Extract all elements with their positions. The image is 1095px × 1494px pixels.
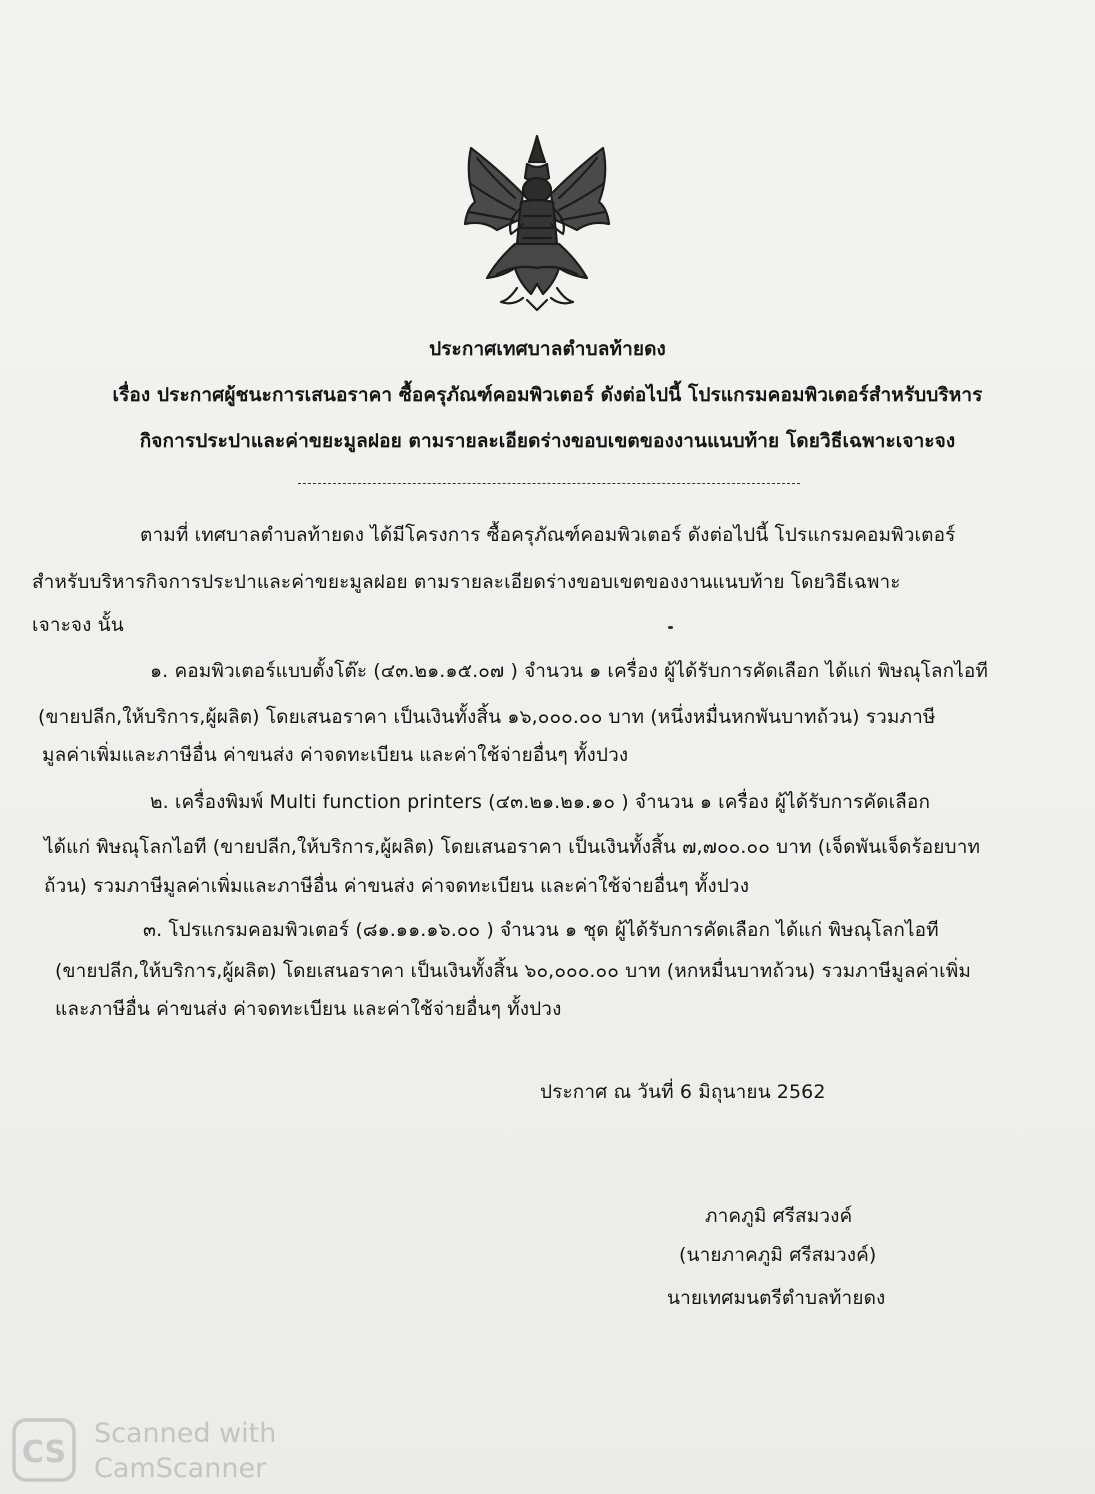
item-3-line-3: และภาษีอื่น ค่าขนส่ง ค่าจดทะเบียน และค่าใช้จ่ายอื่นๆ ทั้งปวง [55,998,562,1020]
announcement-date: ประกาศ ณ วันที่ 6 มิถุนายน 2562 [540,1081,826,1103]
garuda-emblem-icon [457,128,617,314]
announcement-subject-line-2: กิจการประปาและค่าขยะมูลฝอย ตามรายละเอียดร่างขอบเขตของงานแนบท้าย โดยวิธีเฉพาะเจาะจง [139,430,956,452]
item-1-line-1: ๑. คอมพิวเตอร์แบบตั้งโต๊ะ (๔๓.๒๑.๑๕.๐๗ ) จำนวน ๑ เครื่อง ผู้ได้รับการคัดเลือก ได้แก่ พิษณุโลกไอที [150,660,989,682]
intro-line-3: เจาะจง นั้น [32,614,124,636]
watermark-line-2: CamScanner [94,1453,267,1484]
announcement-org-title: ประกาศเทศบาลตำบลท้ายดง [429,338,666,360]
item-2-line-2: ได้แก่ พิษณุโลกไอที (ขายปลีก,ให้บริการ,ผู้ผลิต) โดยเสนอราคา เป็นเงินทั้งสิ้น ๗,๗๐๐.๐๐ บาท (เจ็ดพันเจ็ดร้อยบาท [44,836,981,858]
item-2-line-1: ๒. เครื่องพิมพ์ Multi function printers (๔๓.๒๑.๒๑.๑๐ ) จำนวน ๑ เครื่อง ผู้ได้รับการคัดเลือก [150,791,931,813]
item-3-line-1: ๓. โปรแกรมคอมพิวเตอร์ (๘๑.๑๑.๑๖.๐๐ ) จำนวน ๑ ชุด ผู้ได้รับการคัดเลือก ได้แก่ พิษณุโลกไอที [143,919,939,941]
intro-line-1: ตามที่ เทศบาลตำบลท้ายดง ได้มีโครงการ ซื้อครุภัณฑ์คอมพิวเตอร์ ดังต่อไปนี้ โปรแกรมคอมพิวเตอร์ [140,524,956,546]
item-2-line-3: ถ้วน) รวมภาษีมูลค่าเพิ่มและภาษีอื่น ค่าขนส่ง ค่าจดทะเบียน และค่าใช้จ่ายอื่นๆ ทั้งปวง [44,875,750,897]
scan-speck [668,626,673,629]
camscanner-logo-icon [12,1418,76,1482]
camscanner-logo-text: CS [21,1435,67,1470]
intro-line-2: สำหรับบริหารกิจการประปาและค่าขยะมูลฝอย ตามรายละเอียดร่างขอบเขตของงานแนบท้าย โดยวิธีเฉพาะ [32,571,901,593]
signatory-position: นายเทศมนตรีตำบลท้ายดง [667,1287,886,1309]
item-1-line-3: มูลค่าเพิ่มและภาษีอื่น ค่าขนส่ง ค่าจดทะเบียน และค่าใช้จ่ายอื่นๆ ทั้งปวง [42,744,629,766]
dashed-separator [298,483,800,484]
item-3-line-2: (ขายปลีก,ให้บริการ,ผู้ผลิต) โดยเสนอราคา เป็นเงินทั้งสิ้น ๖๐,๐๐๐.๐๐ บาท (หกหมื่นบาทถ้วน) รวมภาษีมูลค่าเพิ่ม [55,960,972,982]
watermark-line-1: Scanned with [94,1418,277,1449]
signature-name: ภาคภูมิ ศรีสมวงค์ [705,1205,853,1227]
printed-name: (นายภาคภูมิ ศรีสมวงค์) [679,1244,877,1266]
announcement-subject-line-1: เรื่อง ประกาศผู้ชนะการเสนอราคา ซื้อครุภัณฑ์คอมพิวเตอร์ ดังต่อไปนี้ โปรแกรมคอมพิวเตอร์สำหรับบริหาร [112,384,983,406]
item-1-line-2: (ขายปลีก,ให้บริการ,ผู้ผลิต) โดยเสนอราคา เป็นเงินทั้งสิ้น ๑๖,๐๐๐.๐๐ บาท (หนึ่งหมื่นหกพันบาทถ้วน) รวมภาษี [38,706,936,728]
